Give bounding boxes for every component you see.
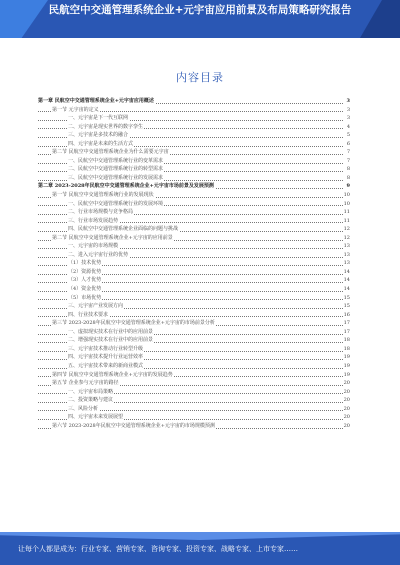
toc-entry-title: 第一节 元宇宙的定义 — [52, 106, 99, 113]
toc-entry-title: 三、行业市场发展趋势 — [68, 217, 119, 224]
toc-entry[interactable] — [38, 225, 350, 234]
toc-entry-title: 第三节 2023-2028年民航空中交通管理系统企业+元宇宙的市场前景分析 — [52, 320, 215, 327]
toc-entry-title: 二、投资策略与建议 — [68, 397, 114, 404]
toc-entry[interactable] — [38, 114, 350, 123]
toc-entry[interactable] — [38, 345, 350, 354]
toc-entry-title: 第二节 民航空中交通管理系统企业+元宇宙的应用前景 — [52, 234, 173, 241]
toc-page-number: 17 — [343, 328, 350, 335]
toc-entry-title: （5）市场优势 — [68, 294, 102, 301]
toc-page-number: 5 — [346, 132, 350, 139]
toc-entry-title: （2）资源优势 — [68, 268, 102, 275]
toc-entry-title: 三、元宇宙产业发展方向 — [68, 303, 124, 310]
toc-entry-title: 一、虚拟现实技术在行业中的应用前景 — [68, 328, 154, 335]
toc-page-number: 19 — [343, 362, 350, 369]
toc-page-number: 7 — [346, 157, 350, 164]
toc-entry-title: 四、民航空中交通管理系统企业面临的问题与挑战 — [68, 226, 179, 233]
toc-entry-title: 一、元宇宙布局策略 — [68, 388, 114, 395]
toc-entry[interactable] — [38, 294, 350, 303]
footer-wave — [0, 532, 400, 540]
toc-page-number: 19 — [343, 371, 350, 378]
toc-entry-title: 四、元宇宙是未来的生活方式 — [68, 140, 134, 147]
toc-entry[interactable] — [38, 140, 350, 149]
toc-entry-title: 二、进入元宇宙行业的优势 — [68, 251, 129, 258]
toc-entry-title: 三、民航空中交通管理系统行业的发展需求 — [68, 174, 164, 181]
toc-entry-title: 四、元宇宙未来发展展望 — [68, 414, 124, 421]
toc-page-number: 20 — [343, 388, 350, 395]
toc-page-number: 4 — [346, 123, 350, 130]
toc-page-number: 16 — [343, 311, 350, 318]
header-ribbon-right — [360, 0, 400, 38]
toc-page-number: 8 — [346, 166, 350, 173]
toc-entry[interactable] — [38, 157, 350, 166]
toc-entry[interactable] — [38, 276, 350, 285]
toc-entry-title: 第一节 民航空中交通管理系统行业的发展现状 — [52, 192, 154, 199]
toc-entry[interactable] — [38, 242, 350, 251]
toc-entry-title: 二、行业市场规模与竞争格局 — [68, 209, 134, 216]
toc-entry-title: 第五节 企业参与元宇宙的路径 — [52, 380, 119, 387]
toc-entry-title: 第四节 民航空中交通管理系统企业+元宇宙的发展趋势 — [52, 371, 173, 378]
toc-page-number: 12 — [343, 234, 350, 241]
report-header — [0, 0, 400, 38]
toc-entry-title: 三、元宇宙技术推动行业转型升级 — [68, 345, 144, 352]
toc-entry-title: 第一章 民航空中交通管理系统企业+元宇宙应用概述 — [38, 98, 154, 104]
toc-entry-title: 第二节 民航空中交通管理系统企业为什么需要元宇宙 — [52, 149, 169, 156]
toc-entry[interactable] — [38, 405, 350, 414]
toc-entry-title: 三、元宇宙是多技术的融合 — [68, 132, 129, 139]
toc-page-number: 14 — [343, 286, 350, 293]
toc-page-number: 20 — [343, 397, 350, 404]
toc-entry[interactable] — [38, 259, 350, 268]
toc-page-number: 12 — [343, 226, 350, 233]
toc-entry[interactable] — [38, 328, 350, 337]
toc-entry[interactable] — [38, 396, 350, 405]
toc-entry[interactable] — [38, 106, 350, 115]
report-title: 民航空中交通管理系统企业+元宇宙应用前景及布局策略研究报告 — [48, 4, 352, 16]
toc-page-number: 20 — [343, 414, 350, 421]
toc-entry-title: 一、元宇宙是下一代互联网 — [68, 115, 129, 122]
toc-entry[interactable] — [38, 336, 350, 345]
toc-page-number: 8 — [346, 174, 350, 181]
toc-page-number: 15 — [343, 294, 350, 301]
toc-entry[interactable] — [38, 311, 350, 320]
toc-entry[interactable] — [38, 302, 350, 311]
toc-page-number: 6 — [346, 140, 350, 147]
toc-entry-title: （1）技术优势 — [68, 260, 102, 267]
toc-page-number: 20 — [343, 422, 350, 429]
toc-page-number: 17 — [343, 320, 350, 327]
toc-entry[interactable] — [38, 379, 350, 388]
toc-entry-title: 一、元宇宙的市场规模 — [68, 243, 119, 250]
toc-page-number: 11 — [343, 209, 350, 216]
toc-page-number: 20 — [343, 405, 350, 412]
toc-page-number: 3 — [346, 115, 350, 122]
toc-entry[interactable] — [38, 413, 350, 422]
toc-page-number: 13 — [343, 260, 350, 267]
toc-entry[interactable] — [38, 165, 350, 174]
toc-entry[interactable] — [38, 319, 350, 328]
toc-page-number: 3 — [346, 106, 350, 113]
toc-entry[interactable] — [38, 174, 350, 183]
toc-entry[interactable] — [38, 123, 350, 132]
toc-entry[interactable] — [38, 234, 350, 243]
toc-entry-title: 二、元宇宙是现实世界的数字孪生 — [68, 123, 144, 130]
toc-entry-title: 四、元宇宙技术提升行业运营效率 — [68, 354, 144, 361]
toc-page-number: 18 — [343, 337, 350, 344]
toc-page-number: 15 — [343, 303, 350, 310]
toc-entry[interactable] — [38, 131, 350, 140]
toc-page-number: 11 — [343, 217, 350, 224]
toc-page-number: 7 — [346, 149, 350, 156]
toc-page-number: 14 — [343, 277, 350, 284]
toc-entry-title: 四、行业技术要求 — [68, 311, 109, 318]
toc-entry[interactable] — [38, 148, 350, 157]
toc-entry[interactable] — [38, 208, 350, 217]
toc-page-number: 19 — [343, 354, 350, 361]
footer-slogan: 让每个人都是成为：行业专家、营销专家、咨询专家、投资专家、战略专家、上市专家…… — [18, 545, 298, 553]
toc-entry[interactable] — [38, 217, 350, 226]
toc-page-number: 13 — [343, 251, 350, 258]
toc-chapter[interactable] — [38, 182, 350, 191]
toc-entry-title: 五、元宇宙技术带来的新商业模式 — [68, 362, 144, 369]
toc-entry[interactable] — [38, 388, 350, 397]
toc-entry[interactable] — [38, 191, 350, 200]
toc-heading: 内容目录 — [176, 71, 224, 84]
toc-entry-title: 一、民航空中交通管理系统行业的变革需求 — [68, 157, 164, 164]
toc-page-number: 20 — [343, 380, 350, 387]
toc-entry[interactable] — [38, 353, 350, 362]
toc-page-number: 13 — [343, 243, 350, 250]
footer-banner — [0, 532, 400, 565]
table-of-contents — [38, 97, 350, 430]
toc-entry-title: 第二章 2023-2028年民航空中交通管理系统企业+元宇宙市场前景及发展预测 — [38, 183, 214, 190]
toc-entry[interactable] — [38, 422, 350, 431]
toc-entry-title: 三、风险分析 — [68, 405, 99, 412]
toc-page-number: 10 — [343, 192, 350, 199]
toc-entry-title: 一、民航空中交通管理系统行业的发展环境 — [68, 200, 164, 207]
toc-entry[interactable] — [38, 251, 350, 260]
toc-chapter[interactable] — [38, 97, 350, 106]
toc-entry-title: 第六节 2023-2028年民航空中交通管理系统企业+元宇宙的市场规模预测 — [52, 422, 215, 429]
toc-page-number: 14 — [343, 268, 350, 275]
toc-page-number: 10 — [343, 200, 350, 207]
toc-page-number: 18 — [343, 345, 350, 352]
toc-entry-title: （4）资金优势 — [68, 286, 102, 293]
toc-entry[interactable] — [38, 371, 350, 380]
toc-entry-title: 二、民航空中交通管理系统行业的转型需求 — [68, 166, 164, 173]
toc-page-number: 9 — [346, 183, 350, 190]
toc-page-number: 3 — [346, 98, 350, 104]
toc-entry-title: 二、增强现实技术在行业中的应用前景 — [68, 337, 154, 344]
toc-entry[interactable] — [38, 285, 350, 294]
toc-entry-title: （3）人才优势 — [68, 277, 102, 284]
toc-entry[interactable] — [38, 268, 350, 277]
toc-entry[interactable] — [38, 362, 350, 371]
toc-entry[interactable] — [38, 200, 350, 209]
